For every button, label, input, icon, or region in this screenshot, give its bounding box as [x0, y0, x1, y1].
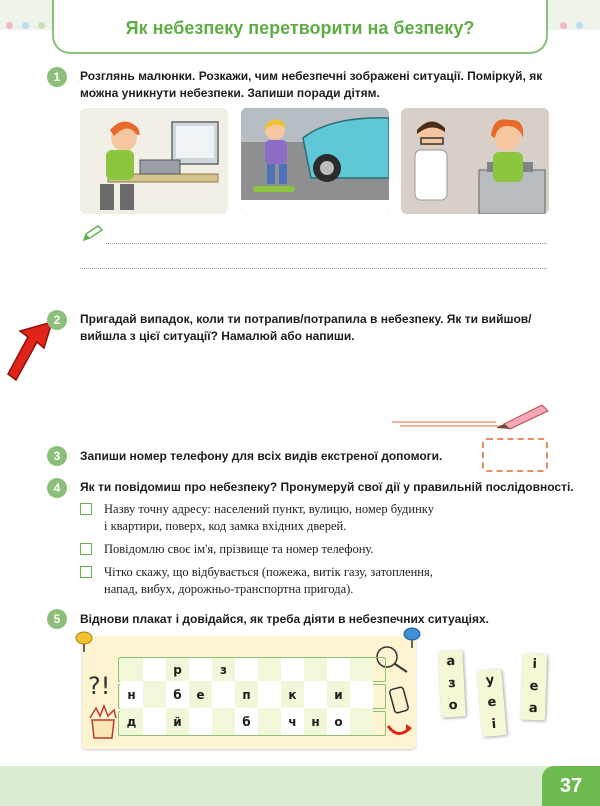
phone-ring-icon	[384, 684, 414, 740]
card-letter: е	[529, 678, 539, 695]
puzzle-cell[interactable]	[120, 658, 143, 681]
option-2-checkbox[interactable]	[80, 543, 92, 555]
puzzle-cell[interactable]: н	[304, 708, 327, 735]
task-number-3: 3	[47, 446, 67, 466]
puzzle-cell[interactable]	[212, 708, 235, 735]
puzzle-cell[interactable]: к	[281, 681, 304, 708]
puzzle-cell[interactable]: й	[166, 708, 189, 735]
page-number: 37	[542, 766, 600, 806]
task-3-text: Запиши номер телефону для всіх видів екстреної допомоги.	[80, 449, 443, 463]
puzzle-cell[interactable]: н	[120, 681, 143, 708]
card-letter: а	[528, 700, 538, 717]
task-5-text: Віднови плакат і довідайся, як треба діяти в небезпечних ситуаціях.	[80, 612, 489, 626]
puzzle-cell[interactable]	[189, 708, 212, 735]
card-letter: у	[485, 672, 495, 689]
puzzle-grid	[120, 658, 373, 735]
puzzle-cell[interactable]	[350, 658, 373, 681]
card-letter: е	[486, 694, 497, 711]
puzzle-cell[interactable]	[350, 681, 373, 708]
task-2-line-1: Пригадай випадок, коли ти потрапив/потрапила в небезпеку. Як ти вийшов/	[80, 312, 532, 326]
puzzle-cell[interactable]: з	[212, 658, 235, 681]
puzzle-cell[interactable]: п	[235, 681, 258, 708]
puzzle-cell[interactable]: ч	[281, 708, 304, 735]
page-title: Як небезпеку перетворити на безпеку?	[125, 18, 475, 38]
puzzle-cell[interactable]	[258, 708, 281, 735]
puzzle-cell[interactable]: о	[327, 708, 350, 735]
option-3-line-1: Чітко скажу, що відбувається (пожежа, витік газу, затоплення,	[104, 565, 433, 579]
decor-dots-right	[560, 22, 592, 29]
pencil-icon	[82, 224, 104, 242]
option-1-line-2: і квартири, поверх, код замка вхідних дверей.	[104, 519, 347, 533]
option-3-line-2: напад, вибух, дорожньо-транспортна пригода).	[104, 582, 354, 596]
task-number-1: 1	[47, 67, 67, 87]
option-3-text	[104, 564, 433, 598]
puzzle-row-1	[120, 658, 373, 681]
letter-card-1[interactable]	[438, 650, 465, 717]
card-letter: і	[532, 656, 538, 673]
task-1-line-1: Розглянь малюнки. Розкажи, чим небезпечні зображені ситуації. Поміркуй, як	[80, 69, 543, 83]
option-2-text: Повідомлю своє ім'я, прізвище та номер телефону.	[104, 542, 374, 556]
puzzle-cell[interactable]	[304, 658, 327, 681]
puzzle-cell[interactable]	[281, 658, 304, 681]
card-letter: і	[490, 716, 497, 733]
puzzle-cell[interactable]	[235, 658, 258, 681]
task-1-text	[80, 68, 550, 102]
explosion-box-icon	[86, 704, 120, 740]
card-letter: о	[448, 697, 458, 714]
puzzle-cell[interactable]	[189, 658, 212, 681]
bottom-band	[0, 766, 600, 806]
puzzle-cell[interactable]: б	[235, 708, 258, 735]
puzzle-cell[interactable]	[258, 658, 281, 681]
phone-number-input-box[interactable]	[482, 438, 548, 472]
task-number-5: 5	[47, 609, 67, 629]
puzzle-cell[interactable]	[258, 681, 281, 708]
yellow-pin-icon	[74, 630, 94, 654]
puzzle-cell[interactable]: р	[166, 658, 189, 681]
puzzle-cell[interactable]	[143, 681, 166, 708]
option-1-line-1: Назву точну адресу: населений пункт, вулицю, номер будинку	[104, 502, 434, 516]
letter-card-2[interactable]	[477, 669, 507, 737]
puzzle-row-3	[120, 708, 373, 735]
pink-pencil-icon	[392, 402, 552, 432]
task-number-4: 4	[47, 478, 67, 498]
puzzle-cell[interactable]	[212, 681, 235, 708]
option-1-checkbox[interactable]	[80, 503, 92, 515]
card-letter: з	[447, 675, 457, 692]
answer-line-2[interactable]	[80, 268, 547, 269]
puzzle-row-2	[120, 681, 373, 708]
puzzle-cell[interactable]	[327, 658, 350, 681]
puzzle-cell[interactable]	[350, 708, 373, 735]
task-4-text: Як ти повідомиш про небезпеку? Пронумеруй свої дії у правильній послідовності.	[80, 480, 574, 494]
puzzle-cell[interactable]	[143, 658, 166, 681]
task-1-line-2: можна уникнути небезпеки. Запиши поради дітям.	[80, 86, 380, 100]
puzzle-cell[interactable]: д	[120, 708, 143, 735]
option-1-text	[104, 501, 434, 535]
puzzle-cell[interactable]: е	[189, 681, 212, 708]
puzzle-cell[interactable]	[143, 708, 166, 735]
answer-line-1[interactable]	[106, 243, 547, 244]
illustration-skateboard	[241, 108, 389, 214]
puzzle-cell[interactable]: б	[166, 681, 189, 708]
task-number-2: 2	[47, 310, 67, 330]
option-3-checkbox[interactable]	[80, 566, 92, 578]
question-exclamation-icon	[86, 668, 118, 700]
task-2-line-2: вийшла з цієї ситуації? Намалюй або напиши.	[80, 329, 355, 343]
title-box	[52, 0, 548, 54]
puzzle-cell[interactable]	[304, 681, 327, 708]
svg-text:?!: ?!	[88, 672, 111, 700]
puzzle-cell[interactable]: и	[327, 681, 350, 708]
red-arrow-icon	[4, 318, 56, 384]
card-letter: а	[446, 653, 456, 670]
illustration-computer	[80, 108, 228, 214]
letter-card-3[interactable]	[521, 654, 547, 721]
decor-dots-left	[6, 22, 54, 29]
illustration-gas-stove	[401, 108, 549, 214]
task-2-text	[80, 311, 550, 345]
